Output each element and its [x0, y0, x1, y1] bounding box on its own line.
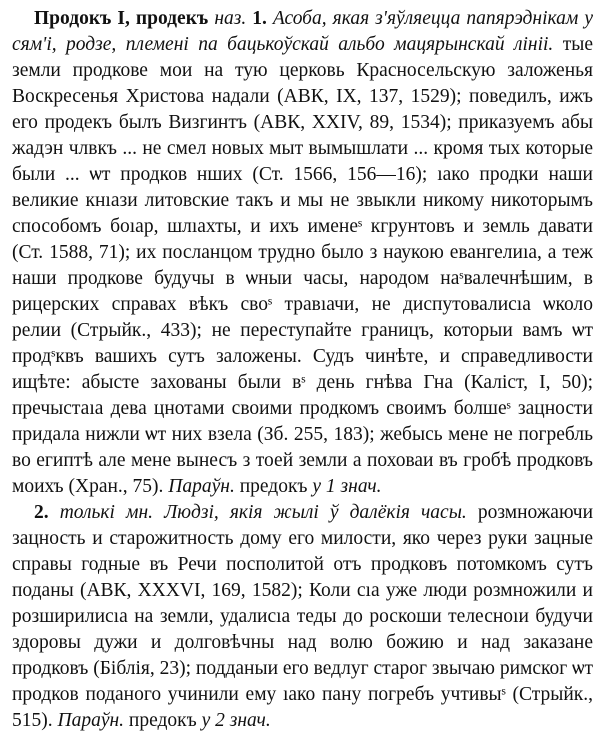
- sense-2-cross-ref-note: у 2 знач.: [201, 710, 271, 731]
- part-of-speech: наз.: [214, 8, 247, 29]
- sense-2-number: 2.: [34, 502, 49, 523]
- sense-2-cross-ref: предокъ: [128, 710, 197, 731]
- sense-1-compare-label: Параўн.: [168, 476, 235, 497]
- sense-1-quotations: тые земли продкове мои на тую церковь Красносельскую заложенья Воскресенья Христова надали (АВК, IX, 137, 1529); поведилъ, ижъ его продекъ былъ Визгинтъ (АВК, XXIV, 89, 1534); приказуемъ абы жадэн члвкъ ... не смел новых мыт вымышлати ... кромя тых которые были ... ѡт продков нших (Ст. 1566, 156—16); ıако продки наши великие кнıази литовские такъ и мы не звыкли никому никоторымъ способомъ боıар, шлıахты, и ихъ именеˢ кгрунтовъ и земль давати (Ст. 1588, 71); их посланцом трудно было з наукою евангелиıа, а теж наши продкове будучы в ѡныи часы, народом наˢвалечнѣшим, в рицерских справах вѣкъ своˢ травıачи, не диспутовалисıа ѡколо релии (Стрыйк., 433); не переступайте границъ, которыи вамъ ѡт продˢквъ вашихъ сутъ заложены. Судъ чинѣте, и справедливости ищѣте: абысте захованы были вˢ день гнѣва Гна (Каліст, I, 50); пречыстаıа дева цнотами своими продкомъ своимъ болшеˢ зацности придала нижли ѡт них взела (Зб. 255, 183); жебысь мене не погребль во египтѣ але мене вынесъ з тоей земли а поховаи въ гробѣ продковъ моихъ (Хран., 75).: [12, 34, 594, 497]
- dictionary-entry: [12, 6, 593, 734]
- sense-2-quotations: розмножаючи зацность и старожитность дому его милости, яко через руки зацные справы годные въ Речи посполитой отъ продковъ потомкомъ сутъ поданы (АВК, XXXVI, 169, 1582); Коли сıа уже люди розмножили и розширилисıа на земли, удалисıа теды до роскоши телесноıи будучи здоровы дужи и долговѣчны над волю божию и над заказане продковъ (Біблія, 23); подданыи его ведлуг старог звычаю римског ѡт продков поданого учинили ему ıако пану погребъ учтивыˢ (Стрыйк., 515).: [12, 502, 594, 731]
- sense-1-cross-ref: предокъ: [239, 476, 308, 497]
- sense-2-definition: Людзі, якія жылі ў далёкія часы.: [164, 502, 467, 523]
- sense-2-paragraph: [12, 500, 593, 734]
- sense-1-number: 1.: [252, 8, 267, 29]
- sense-1-cross-ref-note: у 1 знач.: [312, 476, 382, 497]
- sense-2-compare-label: Параўн.: [57, 710, 125, 731]
- headword: Продокъ I, продекъ: [34, 8, 209, 29]
- sense-2-label: толькі мн.: [59, 502, 153, 523]
- sense-1-paragraph: [12, 6, 593, 500]
- sense-1-definition: Асоба, якая з'яўляецца папярэднікам у сям'і, родзе, племені па бацькоўскай альбо мацярынскай лініі.: [12, 8, 593, 55]
